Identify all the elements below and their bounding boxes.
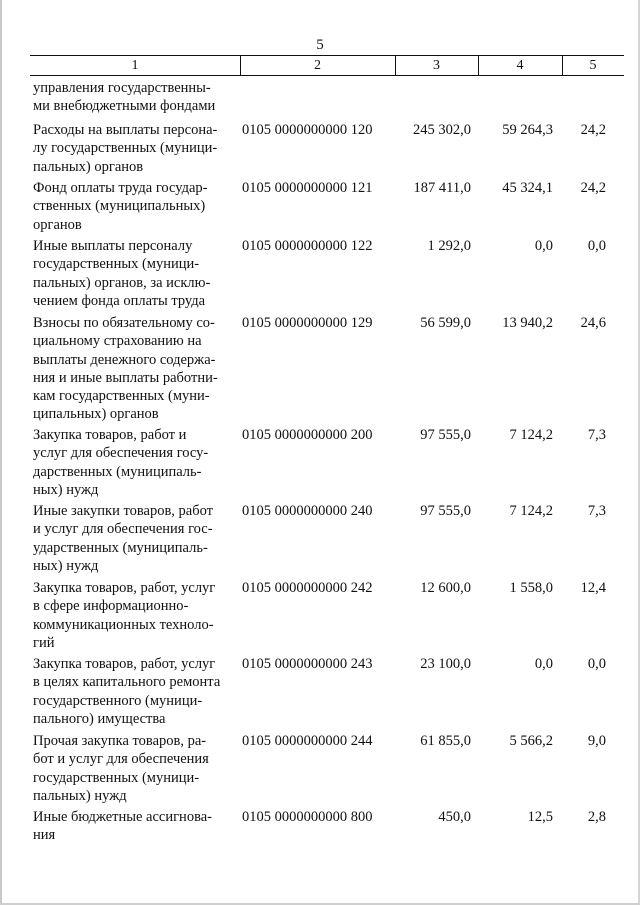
row-fact: 45 324,1 bbox=[502, 180, 553, 196]
row-fact: 59 264,3 bbox=[502, 122, 553, 138]
row-percent: 24,2 bbox=[580, 122, 606, 138]
row-plan: 97 555,0 bbox=[420, 427, 471, 443]
page-number: 5 bbox=[316, 37, 324, 53]
row-plan: 450,0 bbox=[438, 809, 471, 825]
row-name: Закупка товаров, работ, услуг в сфере информационно- коммуникационных техноло- гий bbox=[33, 580, 216, 651]
row-fact: 7 124,2 bbox=[509, 427, 553, 443]
row-plan: 23 100,0 bbox=[420, 656, 471, 672]
column-header-5: 5 bbox=[589, 58, 597, 73]
row-fact: 7 124,2 bbox=[509, 503, 553, 519]
row-code: 0105 0000000000 121 bbox=[242, 180, 373, 196]
row-plan: 61 855,0 bbox=[420, 733, 471, 749]
row-code: 0105 0000000000 240 bbox=[242, 503, 373, 519]
row-percent: 0,0 bbox=[587, 238, 606, 254]
row-fact: 1 558,0 bbox=[509, 580, 553, 596]
row-name: Иные закупки товаров, работ и услуг для обеспечения гос- ударственных (муниципаль- ных) нужд bbox=[33, 503, 214, 574]
row-name: Расходы на выплаты персона- лу государственных (муници- пальных) органов bbox=[33, 122, 218, 175]
row-plan: 97 555,0 bbox=[420, 503, 471, 519]
row-code: 0105 0000000000 800 bbox=[242, 809, 373, 825]
row-percent: 7,3 bbox=[587, 427, 606, 443]
row-code: 0105 0000000000 244 bbox=[242, 733, 373, 749]
row-name: Взносы по обязательному со- циальному страхованию на выплаты денежного содержа- ния и иные выплаты работни- кам государственных (муни- ципальных) органов bbox=[33, 315, 218, 423]
row-name: Иные выплаты персоналу государственных (муници- пальных) органов, за исклю- чением фонда оплаты труда bbox=[33, 238, 211, 309]
row-code: 0105 0000000000 129 bbox=[242, 315, 373, 331]
row-percent: 0,0 bbox=[587, 656, 606, 672]
table-header bbox=[30, 55, 624, 76]
row-percent: 24,6 bbox=[580, 315, 606, 331]
column-header-2: 2 bbox=[314, 58, 321, 73]
row-plan: 1 292,0 bbox=[427, 238, 471, 254]
row-plan: 56 599,0 bbox=[420, 315, 471, 331]
row-fact: 12,5 bbox=[527, 809, 553, 825]
row-code: 0105 0000000000 120 bbox=[242, 122, 373, 138]
row-code: 0105 0000000000 243 bbox=[242, 656, 373, 672]
row-code: 0105 0000000000 122 bbox=[242, 238, 373, 254]
row-code: 0105 0000000000 200 bbox=[242, 427, 373, 443]
row-fact: 5 566,2 bbox=[509, 733, 553, 749]
row-percent: 9,0 bbox=[587, 733, 606, 749]
row-name: Прочая закупка товаров, ра- бот и услуг для обеспечения государственных (муници- пальных) нужд bbox=[33, 733, 209, 804]
row-name: Иные бюджетные ассигнова- ния bbox=[33, 809, 212, 844]
row-name: Закупка товаров, работ и услуг для обеспечения госу- дарственных (муниципаль- ных) нужд bbox=[33, 427, 209, 498]
column-header-4: 4 bbox=[516, 58, 524, 73]
row-fact: 0,0 bbox=[534, 656, 553, 672]
scan-edge-left bbox=[0, 0, 2, 905]
row-name: управления государственны- ми внебюджетными фондами bbox=[33, 80, 216, 115]
row-percent: 7,3 bbox=[587, 503, 606, 519]
row-plan: 245 302,0 bbox=[413, 122, 471, 138]
row-percent: 24,2 bbox=[580, 180, 606, 196]
row-name: Закупка товаров, работ, услуг в целях капитального ремонта государственного (муници- пального) имущества bbox=[33, 656, 221, 727]
row-plan: 12 600,0 bbox=[420, 580, 471, 596]
row-percent: 2,8 bbox=[587, 809, 606, 825]
column-header-1: 1 bbox=[131, 58, 139, 73]
row-fact: 13 940,2 bbox=[502, 315, 553, 331]
row-plan: 187 411,0 bbox=[413, 180, 471, 196]
row-code: 0105 0000000000 242 bbox=[242, 580, 373, 596]
row-fact: 0,0 bbox=[534, 238, 553, 254]
row-name: Фонд оплаты труда государ- ственных (муниципальных) органов bbox=[33, 180, 208, 233]
row-percent: 12,4 bbox=[580, 580, 606, 596]
column-header-3: 3 bbox=[433, 58, 440, 73]
